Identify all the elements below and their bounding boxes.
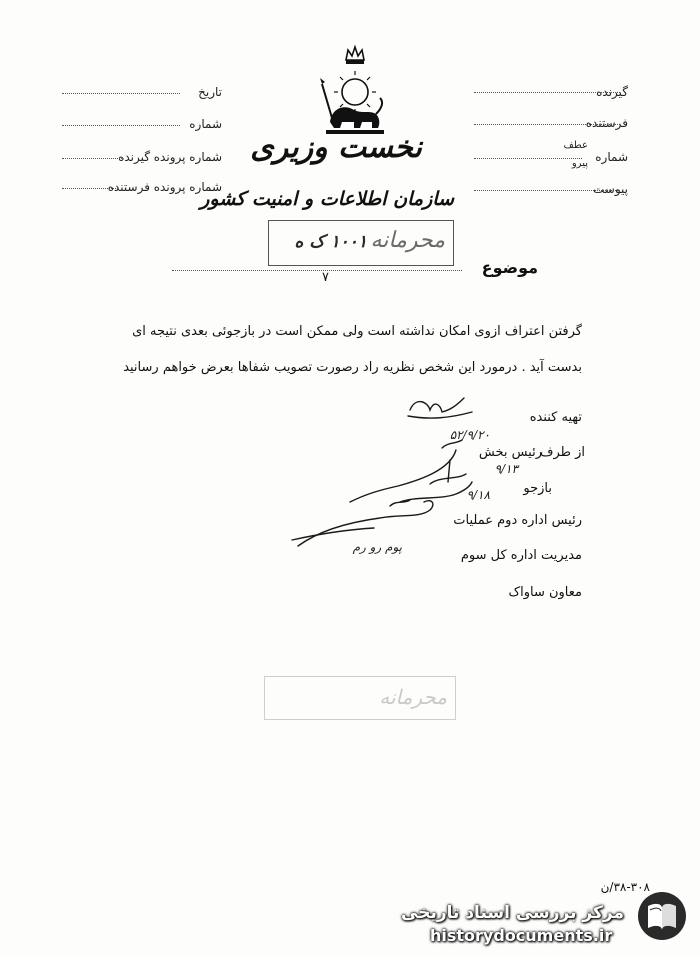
sender-line <box>474 124 620 125</box>
ref-peyro-label: پیرو <box>571 158 588 169</box>
second-ops-head-label: رئیس اداره دوم عملیات <box>453 513 582 528</box>
hand-date-2: ۹/۱۳ <box>494 462 518 476</box>
org-title: نخست وزیری <box>250 130 422 165</box>
hand-date-1: ۵۲/۹/۲۰ <box>449 428 490 442</box>
recipient-file-no-line <box>62 158 122 159</box>
from-side-label: از طرف <box>539 445 585 460</box>
hand-note: پوم رو رم <box>352 540 402 554</box>
recipient-line <box>474 92 620 93</box>
attachment-line <box>474 190 620 191</box>
watermark-book-logo-icon <box>636 890 688 942</box>
date-label: تاریخ <box>198 85 222 99</box>
watermark-center-name: مرکز بررسی اسناد تاریخی <box>401 903 624 923</box>
recipient-label: گیرنده <box>596 85 628 99</box>
preparer-label: تهیه کننده <box>529 410 582 425</box>
sender-label: فرستنده <box>585 116 628 130</box>
lion-and-sun-emblem-icon <box>318 44 392 140</box>
faded-stamp-text: محرمانه <box>379 685 447 709</box>
number-line-right <box>474 158 582 159</box>
number-label-left: شماره <box>189 117 222 131</box>
recipient-file-no-label: شماره پرونده گیرنده <box>118 150 222 164</box>
savak-deputy-label: معاون ساواک <box>508 585 582 600</box>
interrogator-label: بازجو <box>523 481 552 496</box>
sender-file-no-label: شماره پرونده فرستنده <box>107 180 222 194</box>
watermark-url: historydocuments.ir <box>430 926 613 945</box>
subject-label: موضوع <box>481 258 538 277</box>
hand-date-3: ۹/۱۸ <box>466 488 490 502</box>
subject-value: ۷ <box>322 270 329 285</box>
dept-head-label: رئیس بخش <box>478 445 542 460</box>
sender-file-no-line <box>62 188 118 189</box>
date-line <box>62 93 180 94</box>
subject-line <box>172 270 462 271</box>
number-line-left <box>62 125 180 126</box>
document-code: ۳۸-۳۰۸/ن <box>600 880 650 894</box>
org-subtitle: سازمان اطلاعات و امنیت کشور <box>200 188 454 210</box>
stamp-number: ۱۰۰۱ ک ه <box>294 232 367 252</box>
number-label-right: شماره <box>595 150 628 164</box>
body-line-1: گرفتن اعتراف ازوی امکان نداشته است ولی ممکن است در بازجوئی بعدی نتیجه ای <box>132 324 582 339</box>
stamp-classification-text: محرمانه <box>370 228 445 253</box>
faded-classification-stamp <box>264 676 456 720</box>
body-line-2: بدست آید . درمورد این شخص نظریه راد رصورت تصویب شفاها بعرض خواهم رسانید <box>123 360 582 375</box>
third-general-director-label: مدیریت اداره کل سوم <box>460 548 582 563</box>
ref-atf-label: عطف <box>563 140 588 151</box>
attachment-label: پیوست <box>593 182 628 196</box>
classification-stamp <box>268 220 454 266</box>
